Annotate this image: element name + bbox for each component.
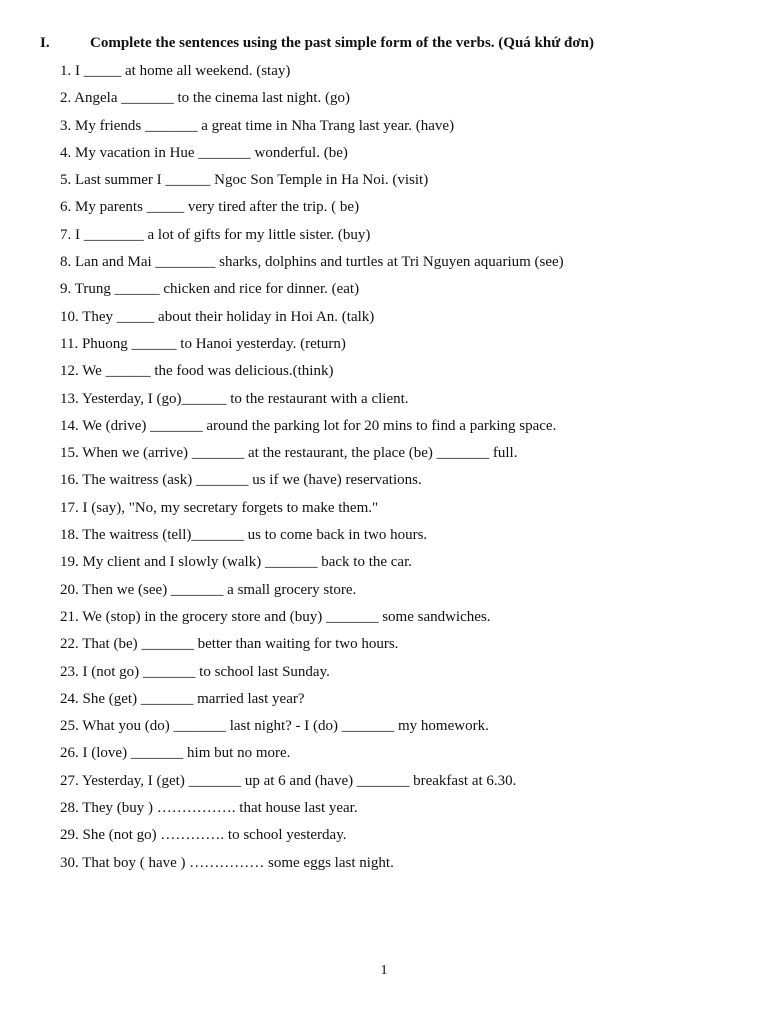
exercise-item: 26. I (love) _______ him but no more.	[60, 745, 291, 762]
exercise-item: 15. When we (arrive) _______ at the restaurant, the place (be) _______ full.	[60, 445, 518, 462]
exercise-item: 17. I (say), "No, my secretary forgets to make them."	[60, 499, 379, 516]
exercise-item: 19. My client and I slowly (walk) _______ back to the car.	[60, 554, 413, 571]
exercise-item: 6. My parents _____ very tired after the trip. ( be)	[60, 199, 360, 216]
exercise-item: 28. They (buy ) ……………. that house last year.	[60, 800, 358, 817]
exercise-item: 23. I (not go) _______ to school last Sunday.	[60, 663, 330, 680]
exercise-item: 5. Last summer I ______ Ngoc Son Temple in Ha Noi. (visit)	[60, 172, 429, 189]
exercise-item: 12. We ______ the food was delicious.(think)	[60, 363, 334, 380]
exercise-item: 3. My friends _______ a great time in Nha Trang last year. (have)	[60, 117, 455, 134]
exercise-item: 2. Angela _______ to the cinema last night. (go)	[60, 90, 350, 107]
exercise-item: 16. The waitress (ask) _______ us if we (have) reservations.	[60, 472, 422, 489]
exercise-item: 24. She (get) _______ married last year?	[60, 690, 305, 707]
exercise-item: 14. We (drive) _______ around the parking lot for 20 mins to find a parking space.	[60, 417, 557, 434]
exercise-item: 22. That (be) _______ better than waiting for two hours.	[60, 636, 399, 653]
exercise-item: 1. I _____ at home all weekend. (stay)	[60, 63, 291, 79]
exercise-item: 20. Then we (see) _______ a small grocery store.	[60, 581, 357, 598]
exercise-item: 11. Phuong ______ to Hanoi yesterday. (return)	[60, 335, 346, 352]
exercise-item: 18. The waitress (tell)_______ us to come back in two hours.	[60, 527, 428, 544]
exercise-item: 29. She (not go) …………. to school yesterday.	[60, 827, 347, 844]
exercise-item: 13. Yesterday, I (go)______ to the restaurant with a client.	[60, 390, 409, 407]
section-heading	[40, 33, 594, 53]
page-number: 1	[380, 963, 388, 978]
exercise-item: 21. We (stop) in the grocery store and (buy) _______ some sandwiches.	[60, 608, 491, 625]
exercise-item: 8. Lan and Mai ________ sharks, dolphins and turtles at Tri Nguyen aquarium (see)	[60, 254, 564, 271]
section-instruction: Complete the sentences using the past simple form of the verbs. (Quá khứ đơn)	[90, 35, 594, 51]
exercise-item: 9. Trung ______ chicken and rice for dinner. (eat)	[60, 281, 360, 298]
exercise-item: 7. I ________ a lot of gifts for my little sister. (buy)	[60, 226, 371, 243]
exercise-item: 25. What you (do) _______ last night? - I (do) _______ my homework.	[60, 718, 489, 735]
exercise-item: 30. That boy ( have ) …………… some eggs last night.	[60, 854, 394, 871]
exercise-list	[60, 61, 564, 880]
exercise-item: 27. Yesterday, I (get) _______ up at 6 and (have) _______ breakfast at 6.30.	[60, 772, 517, 789]
section-number: I.	[40, 35, 50, 51]
exercise-item: 10. They _____ about their holiday in Hoi An. (talk)	[60, 308, 375, 325]
exercise-item: 4. My vacation in Hue _______ wonderful. (be)	[60, 144, 348, 161]
